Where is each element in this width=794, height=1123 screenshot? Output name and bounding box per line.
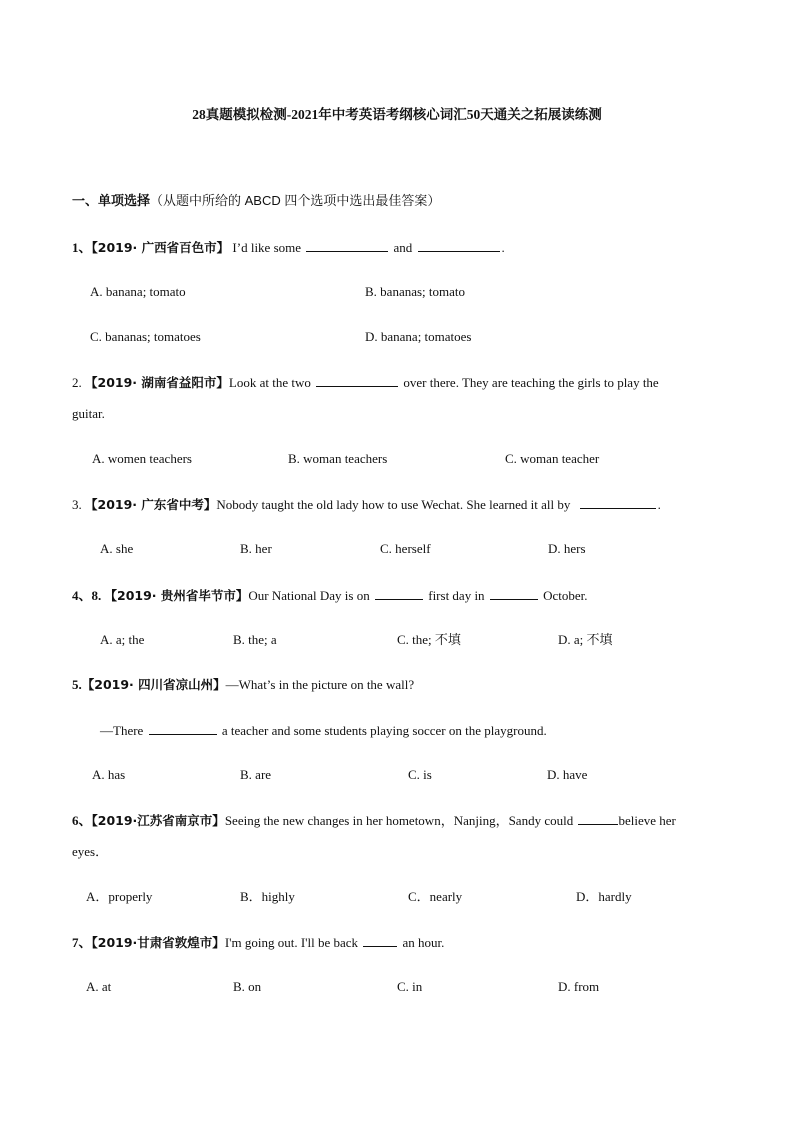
option-c[interactable]: C. is xyxy=(408,767,432,782)
question-5 xyxy=(72,677,414,693)
question-2 xyxy=(72,374,659,391)
question-source: 【2019· 湖南省益阳市】 xyxy=(85,375,229,390)
option-a[interactable]: A. she xyxy=(100,541,134,556)
option-c[interactable]: C. herself xyxy=(380,541,431,556)
question-number: 1、 xyxy=(72,240,92,255)
option-c[interactable]: C. woman teacher xyxy=(505,451,600,466)
option-b[interactable]: B. are xyxy=(240,767,272,782)
dialog-line: —There xyxy=(100,723,144,738)
question-stem: Look at the two xyxy=(228,375,311,390)
option-d[interactable]: D. from xyxy=(558,979,600,994)
question-stem: over there. They are teaching the girls to play the xyxy=(403,375,659,390)
answer-blank[interactable] xyxy=(306,239,388,252)
question-source: 【2019·江苏省南京市】 xyxy=(91,813,225,828)
question-4 xyxy=(72,587,587,604)
answer-blank[interactable] xyxy=(490,587,538,600)
question-source: 【2019·甘肃省敦煌市】 xyxy=(91,935,225,950)
question-stem: October. xyxy=(543,588,588,603)
question-stem-continued: eyes． xyxy=(72,844,109,859)
question-source: 【2019· 广东省中考】 xyxy=(85,497,217,512)
answer-blank[interactable] xyxy=(149,722,217,735)
question-stem: Our National Day is on xyxy=(248,588,370,603)
question-source: 【2019· 贵州省毕节市】 xyxy=(104,588,249,603)
question-stem: believe her xyxy=(618,813,676,828)
option-b[interactable]: B. on xyxy=(233,979,262,994)
option-d[interactable]: D. hers xyxy=(548,541,586,556)
question-number: 3. xyxy=(72,497,85,512)
question-number: 6、 xyxy=(72,813,92,828)
option-c[interactable]: C. the; 不填 xyxy=(397,632,461,647)
question-stem: Nobody taught the old lady how to use Wechat. She learned it all by xyxy=(216,497,571,512)
option-c[interactable]: C．nearly xyxy=(408,889,463,904)
option-d[interactable]: D. banana; tomatoes xyxy=(365,329,472,344)
section-instruction: （从题中所给的 ABCD 四个选项中选出最佳答案） xyxy=(150,193,441,208)
question-1 xyxy=(72,239,505,256)
answer-blank[interactable] xyxy=(580,496,656,509)
answer-blank[interactable] xyxy=(578,812,618,825)
question-3 xyxy=(72,496,661,513)
option-c[interactable]: C. in xyxy=(397,979,423,994)
question-source: 【2019· 四川省凉山州】 xyxy=(81,677,226,692)
question-number: 2. xyxy=(72,375,85,390)
option-a[interactable]: A. a; the xyxy=(100,632,145,647)
option-a[interactable]: A. at xyxy=(86,979,112,994)
option-b[interactable]: B. bananas; tomato xyxy=(365,284,466,299)
option-a[interactable]: A. banana; tomato xyxy=(90,284,186,299)
section-title: 一、单项选择 xyxy=(72,193,151,208)
question-number: 4、8. xyxy=(72,588,105,603)
page-title: 28真题模拟检测-2021年中考英语考纲核心词汇50天通关之拓展读练测 xyxy=(192,107,602,122)
option-d[interactable]: D. a; 不填 xyxy=(558,632,613,647)
option-b[interactable]: B. the; a xyxy=(233,632,277,647)
question-stem-continued xyxy=(100,722,547,739)
question-stem: Seeing the new changes in her hometown，Nanjing，Sandy could xyxy=(224,813,574,828)
question-number: 7、 xyxy=(72,935,92,950)
question-7 xyxy=(72,934,444,951)
answer-blank[interactable] xyxy=(363,934,397,947)
question-6 xyxy=(72,812,676,829)
section-heading xyxy=(72,193,440,209)
option-b[interactable]: B. her xyxy=(240,541,272,556)
question-stem: I'm going out. I'll be back xyxy=(224,935,359,950)
dialog-line: a teacher and some students playing soccer on the playground. xyxy=(221,723,547,738)
option-a[interactable]: A．properly xyxy=(86,889,153,904)
question-source: 【2019· 广西省百色市】 xyxy=(91,240,230,255)
option-b[interactable]: B. woman teachers xyxy=(288,451,388,466)
answer-blank[interactable] xyxy=(418,239,500,252)
answer-blank[interactable] xyxy=(375,587,423,600)
option-c[interactable]: C. bananas; tomatoes xyxy=(90,329,201,344)
question-number: 5. xyxy=(72,677,82,692)
question-stem: —What’s in the picture on the wall? xyxy=(225,677,415,692)
answer-blank[interactable] xyxy=(316,374,398,387)
question-stem: an hour. xyxy=(402,935,445,950)
option-d[interactable]: D. have xyxy=(547,767,588,782)
option-d[interactable]: D．hardly xyxy=(576,889,632,904)
question-stem: I’d like some xyxy=(229,240,302,255)
option-a[interactable]: A. has xyxy=(92,767,126,782)
question-stem-continued: guitar. xyxy=(72,406,105,421)
option-b[interactable]: B．highly xyxy=(240,889,295,904)
option-a[interactable]: A. women teachers xyxy=(92,451,192,466)
question-stem: . xyxy=(657,497,661,512)
question-stem: first day in xyxy=(428,588,485,603)
question-stem: . xyxy=(501,240,505,255)
question-stem: and xyxy=(393,240,413,255)
